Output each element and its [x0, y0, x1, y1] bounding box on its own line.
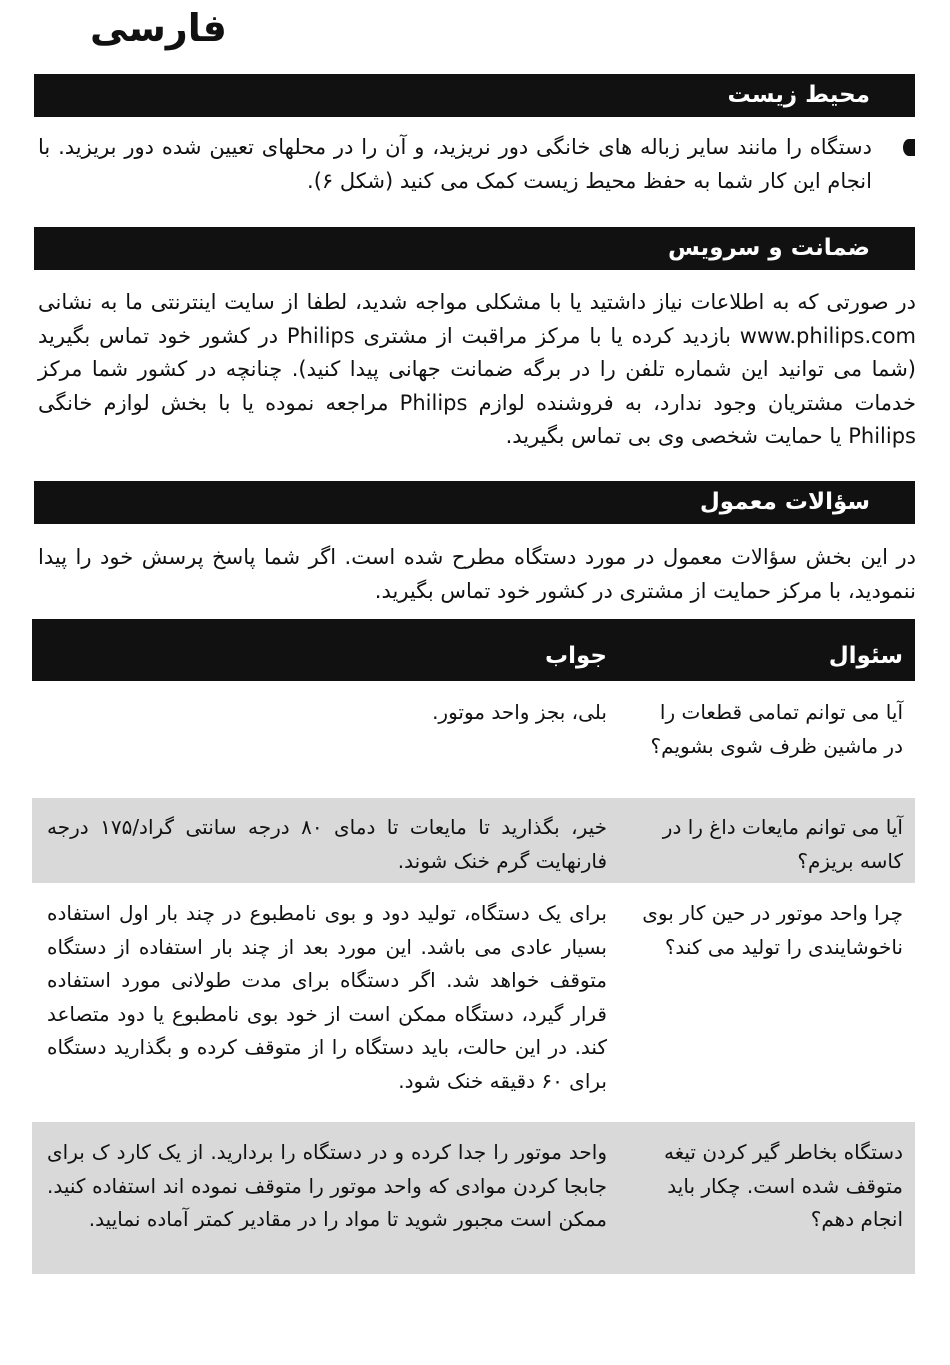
warranty-heading: ضمانت و سرویس	[668, 235, 870, 261]
faq-intro: در این بخش سؤالات معمول در مورد دستگاه مطرح شده است. اگر شما پاسخ پرسش خود را پیدا ننمودید، با مرکز حمایت از مشتری در کشور خود تماس بگیرید.	[38, 545, 916, 603]
section-heading-environment	[34, 74, 915, 117]
column-header-question: سئوال	[828, 643, 903, 669]
section-heading-warranty	[34, 227, 915, 270]
answer-cell: بلی، بجز واحد موتور.	[432, 700, 607, 724]
bullet-icon	[903, 139, 915, 156]
table-row	[32, 883, 915, 1122]
column-header-answer: جواب	[545, 643, 607, 669]
table-row	[32, 1122, 915, 1274]
language-title: فارسی	[90, 6, 227, 50]
section-heading-faq	[34, 481, 915, 524]
table-row	[32, 798, 915, 883]
faq-heading: سؤالات معمول	[699, 489, 870, 515]
question-cell: آیا می توانم مایعات داغ را در کاسه بریزم؟	[662, 815, 903, 873]
environment-heading: محیط زیست	[727, 82, 870, 108]
warranty-text: در صورتی که به اطلاعات نیاز داشتید یا با مشکلی مواجه شدید، لطفا از سایت اینترنتی ما به نشانی www.philips.com بازدید کرده یا با مرکز مراقبت از مشتری Philips در کشور خود تماس بگیرید (شما می توانید این شماره تلفن را در برگه ضمانت جهانی پیدا کنید). چنانچه در کشور شما مرکز خدمات مشتریان وجود ندارد، به فروشنده لوازم Philips مراجعه نموده یا با بخش لوازم خانگی Philips یا حمایت شخصی وی بی تماس بگیرید.	[38, 290, 916, 448]
faq-table	[32, 619, 915, 1274]
question-cell: آیا می توانم تمامی قطعات را در ماشین ظرف شوی بشویم؟	[650, 700, 903, 758]
answer-cell: خیر، بگذارید تا مایعات تا دمای ۸۰ درجه سانتی گراد/۱۷۵ درجه فارنهایت گرم خنک شوند.	[47, 815, 608, 873]
question-cell: دستگاه بخاطر گیر کردن تیغه متوقف شده است. چکار باید انجام دهم؟	[664, 1140, 903, 1231]
answer-cell: برای یک دستگاه، تولید دود و بوی نامطبوع در چند بار اول استفاده بسیار عادی می باشد. این مورد بعد از چند بار استفاده از دستگاه متوقف خواهد شد. اگر دستگاه برای مدت طولانی مورد استفاده قرار گیرد، دستگاه ممکن است از خود بوی نامطبوع یا دود متصاعد کند. در این حالت، باید دستگاه را از متوقف کرده و بگذارید دستگاه برای ۶۰ دقیقه خنک شود.	[47, 901, 607, 1093]
answer-cell: واحد موتور را جدا کرده و در دستگاه را بردارید. از یک کارد ک برای جابجا کردن موادی که واحد موتور را متوقف نموده اند استفاده کنید. ممکن است مجبور شوید تا مواد را در مقادیر کمتر آماده نمایید.	[47, 1140, 607, 1231]
table-row	[32, 681, 915, 798]
faq-table-header	[32, 619, 915, 681]
question-cell: چرا واحد موتور در حین کار بوی ناخوشایندی را تولید می کند؟	[642, 901, 903, 959]
environment-text: دستگاه را مانند سایر زباله های خانگی دور نریزید، و آن را در محلهای تعیین شده دور بریزید. با انجام این کار شما به حفظ محیط زیست کمک می کنید (شکل ۶).	[38, 135, 872, 193]
